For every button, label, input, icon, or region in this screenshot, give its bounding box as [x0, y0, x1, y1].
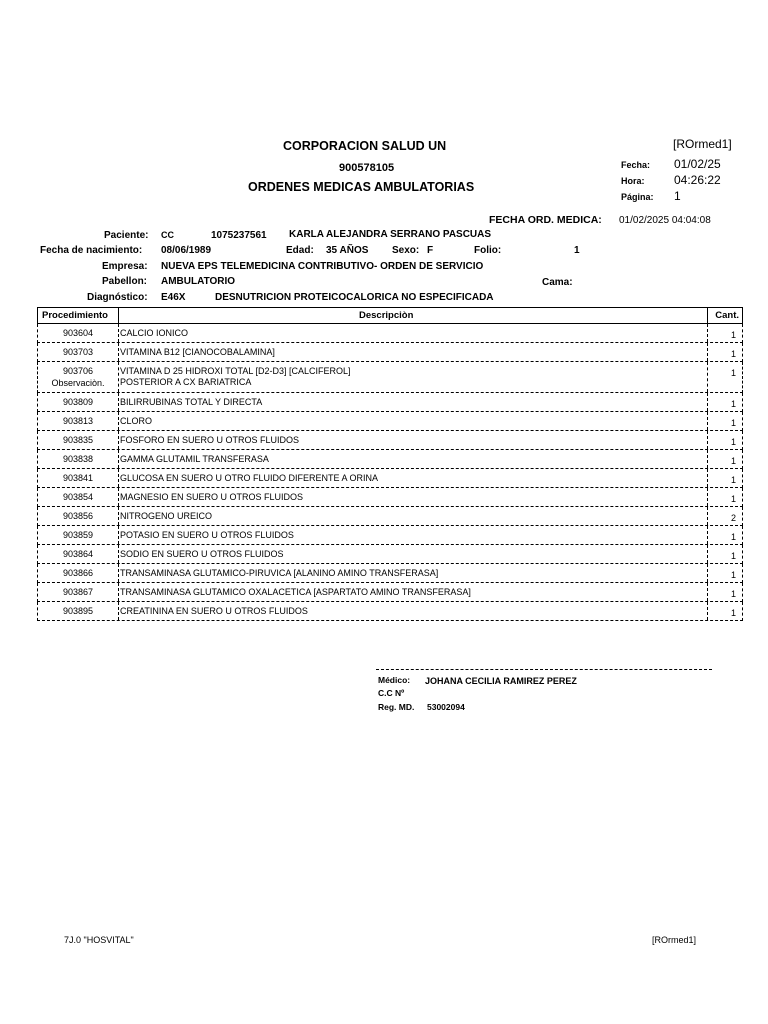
procedure-quantity: 1	[730, 437, 736, 447]
column-divider	[118, 583, 119, 601]
table-row	[37, 412, 743, 431]
signature-line	[376, 669, 712, 670]
table-row	[37, 343, 743, 362]
table-row	[37, 362, 743, 393]
column-divider	[118, 545, 119, 563]
procedure-code: 903838	[62, 454, 94, 464]
procedure-description: NITROGENO UREICO	[120, 511, 213, 521]
procedure-code: 903706	[62, 366, 94, 376]
table-row	[37, 507, 743, 526]
column-divider	[118, 507, 119, 525]
procedure-description: VITAMINA D 25 HIDROXI TOTAL [D2-D3] [CALCIFEROL]	[120, 366, 351, 376]
table-row	[37, 526, 743, 545]
column-divider	[707, 583, 708, 601]
edad-value: 35 AÑOS	[326, 245, 369, 256]
table-row	[37, 602, 743, 621]
table-row	[37, 393, 743, 412]
procedure-code: 903864	[62, 549, 94, 559]
column-divider	[707, 362, 708, 392]
procedure-quantity: 1	[730, 589, 736, 599]
procedure-code: 903895	[62, 606, 94, 616]
procedure-description: GLUCOSA EN SUERO U OTRO FLUIDO DIFERENTE A ORINA	[120, 473, 379, 483]
procedure-description: MAGNESIO EN SUERO U OTROS FLUIDOS	[120, 492, 304, 502]
procedure-quantity: 1	[730, 399, 736, 409]
procedure-quantity: 2	[730, 513, 736, 523]
column-divider	[118, 602, 119, 620]
procedures-table	[37, 307, 743, 621]
column-divider	[707, 450, 708, 468]
empresa-value: NUEVA EPS TELEMEDICINA CONTRIBUTIVO- ORDEN DE SERVICIO	[161, 261, 484, 272]
patient-name: KARLA ALEJANDRA SERRANO PASCUAS	[289, 229, 492, 240]
procedure-quantity: 1	[730, 368, 736, 378]
column-divider	[118, 324, 119, 342]
cc-label: C.C Nº	[378, 688, 405, 698]
procedure-code: 903813	[62, 416, 94, 426]
folio-label: Folio:	[474, 245, 502, 256]
document-number: 1075237561	[211, 230, 267, 241]
edad-label: Edad:	[286, 245, 314, 256]
cama-label: Cama:	[542, 277, 573, 288]
procedure-code: 903703	[62, 347, 94, 357]
column-divider	[707, 412, 708, 430]
document-type: CC	[161, 230, 174, 240]
table-row	[37, 564, 743, 583]
table-row	[37, 431, 743, 450]
hora-value: 04:26:22	[674, 173, 721, 187]
procedure-quantity: 1	[730, 532, 736, 542]
fecha-label: Fecha:	[621, 160, 651, 170]
procedure-quantity: 1	[730, 551, 736, 561]
hora-label: Hora:	[621, 176, 645, 186]
procedure-description: GAMMA GLUTAMIL TRANSFERASA	[120, 454, 269, 464]
procedure-code: 903809	[62, 397, 94, 407]
procedure-quantity: 1	[730, 494, 736, 504]
procedure-code: 903866	[62, 568, 94, 578]
pabellon-label: Pabellon:	[102, 276, 148, 287]
column-divider	[707, 393, 708, 411]
procedure-description: FOSFORO EN SUERO U OTROS FLUIDOS	[120, 435, 300, 445]
table-row	[37, 488, 743, 507]
procedure-code: 903859	[62, 530, 94, 540]
table-row	[37, 545, 743, 564]
procedure-quantity: 1	[730, 570, 736, 580]
pagina-label: Página:	[621, 192, 654, 202]
table-body	[37, 324, 743, 621]
column-divider	[118, 412, 119, 430]
document-title: ORDENES MEDICAS AMBULATORIAS	[248, 180, 475, 194]
column-divider	[707, 545, 708, 563]
nacimiento-label: Fecha de nacimiento:	[40, 245, 143, 256]
procedure-quantity: 1	[730, 330, 736, 340]
column-divider	[118, 469, 119, 487]
fecha-orden-value: 01/02/2025 04:04:08	[619, 215, 711, 226]
column-divider	[118, 393, 119, 411]
procedure-quantity: 1	[730, 456, 736, 466]
table-header	[37, 307, 743, 324]
column-divider	[118, 526, 119, 544]
procedure-code: 903854	[62, 492, 94, 502]
table-row	[37, 469, 743, 488]
fecha-value: 01/02/25	[674, 157, 721, 171]
table-row	[37, 324, 743, 343]
observation-label: Observaciòn.	[51, 378, 105, 388]
footer-report-code: [ROrmed1]	[652, 935, 697, 945]
column-divider	[707, 343, 708, 361]
procedure-description: CREATININA EN SUERO U OTROS FLUIDOS	[120, 606, 308, 616]
column-divider	[707, 526, 708, 544]
company-name: CORPORACION SALUD UN	[283, 139, 447, 153]
table-row	[37, 450, 743, 469]
procedure-description: TRANSAMINASA GLUTAMICO OXALACETICA [ASPARTATO AMINO TRANSFERASA]	[120, 587, 471, 597]
sexo-value: F	[427, 245, 434, 256]
footer-software: 7J.0 "HOSVITAL"	[64, 935, 134, 945]
procedure-quantity: 1	[730, 349, 736, 359]
column-divider	[707, 431, 708, 449]
column-divider	[118, 450, 119, 468]
report-code: [ROrmed1]	[673, 137, 732, 151]
procedure-description: BILIRRUBINAS TOTAL Y DIRECTA	[120, 397, 263, 407]
sexo-label: Sexo:	[392, 245, 420, 256]
column-divider	[707, 602, 708, 620]
column-divider	[707, 324, 708, 342]
diagnostico-code: E46X	[161, 292, 186, 303]
procedure-quantity: 1	[730, 418, 736, 428]
reg-md-label: Reg. MD.	[378, 702, 415, 712]
header-cantidad: Cant.	[715, 310, 739, 321]
pagina-value: 1	[674, 189, 681, 203]
procedure-code: 903841	[62, 473, 94, 483]
diagnostico-description: DESNUTRICION PROTEICOCALORICA NO ESPECIFICADA	[215, 292, 494, 303]
procedure-description: CALCIO IONICO	[120, 328, 189, 338]
empresa-label: Empresa:	[102, 261, 148, 272]
observation-text: POSTERIOR A CX BARIATRICA	[120, 377, 252, 387]
procedure-code: 903835	[62, 435, 94, 445]
column-divider	[707, 564, 708, 582]
table-row	[37, 583, 743, 602]
procedure-code: 903604	[62, 328, 94, 338]
procedure-description: TRANSAMINASA GLUTAMICO-PIRUVICA [ALANINO AMINO TRANSFERASA]	[120, 568, 439, 578]
procedure-description: SODIO EN SUERO U OTROS FLUIDOS	[120, 549, 284, 559]
procedure-quantity: 1	[730, 608, 736, 618]
column-divider	[707, 488, 708, 506]
procedure-code: 903867	[62, 587, 94, 597]
reg-md-value: 53002094	[427, 702, 465, 712]
folio-value: 1	[574, 245, 580, 256]
column-divider	[707, 469, 708, 487]
company-nit: 900578105	[339, 162, 395, 174]
procedure-description: VITAMINA B12 [CIANOCOBALAMINA]	[120, 347, 275, 357]
procedure-description: CLORO	[120, 416, 153, 426]
nacimiento-value: 08/06/1989	[161, 245, 212, 256]
pabellon-value: AMBULATORIO	[161, 276, 236, 287]
medico-label: Médico:	[378, 675, 411, 685]
column-divider	[118, 343, 119, 361]
paciente-label: Paciente:	[104, 230, 149, 241]
column-divider	[707, 507, 708, 525]
header-procedimiento: Procedimiento	[42, 310, 108, 321]
column-divider	[118, 564, 119, 582]
procedure-quantity: 1	[730, 475, 736, 485]
header-descripcion: Descripciòn	[359, 310, 414, 321]
medico-name: JOHANA CECILIA RAMIREZ PEREZ	[425, 676, 577, 686]
diagnostico-label: Diagnóstico:	[87, 292, 148, 303]
procedure-code: 903856	[62, 511, 94, 521]
column-divider	[118, 488, 119, 506]
procedure-description: POTASIO EN SUERO U OTROS FLUIDOS	[120, 530, 294, 540]
column-divider	[118, 431, 119, 449]
column-divider	[118, 362, 119, 392]
fecha-orden-label: FECHA ORD. MEDICA:	[489, 214, 602, 226]
